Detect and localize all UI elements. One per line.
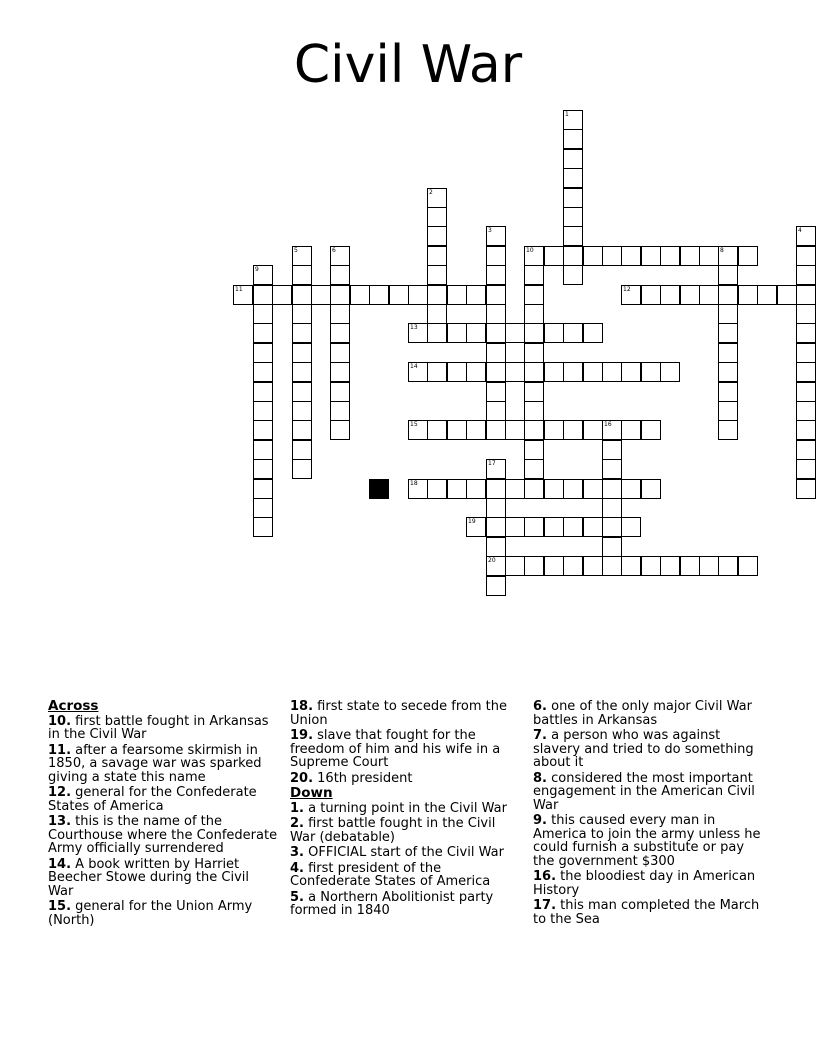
grid-cell[interactable] [796, 323, 816, 343]
grid-cell[interactable] [427, 285, 447, 305]
clue-text: the bloodiest day in American History [533, 869, 756, 898]
clue-text: first battle fought in the Civil War (debatable) [290, 816, 496, 845]
clue-item [533, 870, 763, 897]
grid-cell[interactable] [330, 285, 350, 305]
grid-cell[interactable] [621, 285, 641, 305]
clue-number-label: 20 [488, 557, 496, 564]
grid-cell[interactable] [796, 459, 816, 479]
grid-cell[interactable] [602, 246, 622, 266]
grid-cell[interactable] [718, 246, 738, 266]
grid-cell[interactable] [699, 556, 719, 576]
grid-cell[interactable] [408, 479, 428, 499]
grid-cell[interactable] [524, 304, 544, 324]
grid-cell[interactable] [583, 420, 603, 440]
clue-number: 1. [290, 800, 304, 816]
clue-number: 19. [290, 728, 314, 743]
clue-text: first president of the Confederate States of America [290, 860, 491, 889]
clue-number-label: 5 [294, 247, 298, 254]
grid-cell[interactable] [544, 517, 564, 537]
grid-cell[interactable] [427, 304, 447, 324]
clue-number-label: 9 [255, 266, 259, 273]
grid-cell[interactable] [466, 285, 486, 305]
clue-item [533, 700, 763, 727]
clue-list-col2b [290, 802, 520, 918]
clue-text: after a fearsome skirmish in 1850, a savage war was sparked giving a state this name [48, 742, 262, 785]
grid-cell[interactable] [292, 343, 312, 363]
grid-cell[interactable] [427, 246, 447, 266]
grid-cell[interactable] [563, 362, 583, 382]
grid-cell[interactable] [583, 323, 603, 343]
grid-cell[interactable] [660, 556, 680, 576]
grid-cell[interactable] [583, 362, 603, 382]
clue-number: 11. [48, 742, 72, 758]
clue-text: first state to secede from the Union [290, 699, 507, 728]
grid-cell[interactable] [796, 265, 816, 285]
clue-number: 8. [533, 770, 547, 786]
grid-cell[interactable] [408, 420, 428, 440]
grid-cell[interactable] [544, 246, 564, 266]
across-heading: Across [48, 698, 99, 714]
clue-item [290, 817, 520, 844]
grid-cell[interactable] [253, 440, 273, 460]
grid-cell[interactable] [486, 323, 506, 343]
clue-number: 7. [533, 728, 547, 743]
grid-cell[interactable] [292, 323, 312, 343]
clue-item [290, 729, 520, 770]
clue-number-label: 1 [565, 111, 569, 118]
grid-cell[interactable] [330, 304, 350, 324]
clue-number: 5. [290, 889, 304, 905]
grid-cell[interactable] [583, 556, 603, 576]
clues-column-2 [290, 700, 520, 920]
grid-cell[interactable] [796, 479, 816, 499]
grid-cell[interactable] [563, 110, 583, 130]
grid-cell[interactable] [466, 517, 486, 537]
puzzle-title: Civil War [293, 35, 523, 95]
grid-cell[interactable] [447, 479, 467, 499]
clue-number: 14. [48, 856, 72, 872]
grid-cell[interactable] [563, 246, 583, 266]
clue-item [290, 700, 520, 727]
clue-number-label: 16 [604, 421, 612, 428]
clue-item [533, 772, 763, 813]
grid-cell[interactable] [408, 323, 428, 343]
grid-cell[interactable] [660, 285, 680, 305]
clue-number-label: 14 [410, 363, 418, 370]
black-square [369, 479, 389, 499]
grid-cell[interactable] [796, 420, 816, 440]
grid-cell[interactable] [253, 362, 273, 382]
clue-number-label: 15 [410, 421, 418, 428]
clue-number-label: 2 [429, 189, 433, 196]
clue-number-label: 12 [623, 286, 631, 293]
clue-text: a Northern Abolitionist party formed in 1840 [290, 889, 494, 918]
grid-cell[interactable] [253, 459, 273, 479]
grid-cell[interactable] [292, 459, 312, 479]
grid-cell[interactable] [563, 149, 583, 169]
grid-cell[interactable] [427, 323, 447, 343]
clue-number: 20. [290, 770, 314, 786]
grid-cell[interactable] [796, 343, 816, 363]
grid-cell[interactable] [253, 323, 273, 343]
grid-cell[interactable] [292, 362, 312, 382]
grid-cell[interactable] [621, 246, 641, 266]
grid-cell[interactable] [524, 556, 544, 576]
grid-cell[interactable] [718, 343, 738, 363]
grid-cell[interactable] [796, 246, 816, 266]
grid-cell[interactable] [292, 304, 312, 324]
clue-number: 3. [290, 845, 304, 860]
grid-cell[interactable] [330, 323, 350, 343]
clue-text: one of the only major Civil War battles in Arkansas [533, 699, 752, 728]
clue-number-label: 19 [468, 518, 476, 525]
grid-cell[interactable] [680, 556, 700, 576]
grid-cell[interactable] [563, 129, 583, 149]
grid-cell[interactable] [486, 285, 506, 305]
grid-cell[interactable] [738, 556, 758, 576]
grid-cell[interactable] [524, 323, 544, 343]
clue-text: general for the Confederate States of America [48, 785, 257, 814]
clue-item [290, 862, 520, 889]
clue-number-label: 11 [235, 286, 243, 293]
grid-cell[interactable] [602, 459, 622, 479]
grid-cell[interactable] [330, 265, 350, 285]
grid-cell[interactable] [505, 556, 525, 576]
clue-number: 10. [48, 713, 72, 729]
grid-cell[interactable] [718, 323, 738, 343]
clue-number-label: 13 [410, 324, 418, 331]
grid-cell[interactable] [524, 265, 544, 285]
grid-cell[interactable] [427, 226, 447, 246]
clue-text: a person who was against slavery and tried to do something about it [533, 728, 754, 770]
grid-cell[interactable] [486, 265, 506, 285]
grid-cell[interactable] [602, 517, 622, 537]
grid-cell[interactable] [486, 246, 506, 266]
grid-cell[interactable] [641, 246, 661, 266]
clue-text: a turning point in the Civil War [303, 800, 507, 816]
grid-cell[interactable] [796, 226, 816, 246]
grid-cell[interactable] [505, 362, 525, 382]
grid-cell[interactable] [777, 285, 797, 305]
grid-cell[interactable] [621, 362, 641, 382]
grid-cell[interactable] [796, 401, 816, 421]
clue-item [290, 802, 520, 816]
grid-cell[interactable] [796, 440, 816, 460]
clues-column-3 [533, 700, 763, 928]
grid-cell[interactable] [524, 517, 544, 537]
clue-number: 6. [533, 699, 547, 714]
clue-item [48, 815, 278, 856]
grid-cell[interactable] [563, 556, 583, 576]
grid-cell[interactable] [292, 382, 312, 402]
clue-list-col3 [533, 700, 763, 926]
clue-number: 18. [290, 699, 314, 714]
grid-cell[interactable] [563, 420, 583, 440]
grid-cell[interactable] [621, 556, 641, 576]
grid-cell[interactable] [486, 420, 506, 440]
clue-number-label: 10 [526, 247, 534, 254]
grid-cell[interactable] [350, 285, 370, 305]
grid-cell[interactable] [486, 517, 506, 537]
grid-cell[interactable] [796, 285, 816, 305]
grid-cell[interactable] [796, 362, 816, 382]
grid-cell[interactable] [253, 420, 273, 440]
clue-text: A book written by Harriet Beecher Stowe during the Civil War [48, 856, 249, 899]
grid-cell[interactable] [602, 479, 622, 499]
down-heading: Down [290, 785, 333, 801]
grid-cell[interactable] [796, 304, 816, 324]
grid-cell[interactable] [524, 401, 544, 421]
grid-cell[interactable] [466, 420, 486, 440]
grid-cell[interactable] [486, 304, 506, 324]
clue-text: general for the Union Army (North) [48, 899, 253, 928]
grid-cell[interactable] [718, 265, 738, 285]
grid-cell[interactable] [505, 479, 525, 499]
grid-cell[interactable] [466, 362, 486, 382]
grid-cell[interactable] [524, 362, 544, 382]
grid-cell[interactable] [486, 537, 506, 557]
grid-cell[interactable] [466, 323, 486, 343]
grid-cell[interactable] [427, 479, 447, 499]
grid-cell[interactable] [583, 479, 603, 499]
grid-cell[interactable] [447, 285, 467, 305]
grid-cell[interactable] [330, 420, 350, 440]
grid-cell[interactable] [621, 517, 641, 537]
grid-cell[interactable] [641, 362, 661, 382]
clue-item [290, 772, 520, 786]
grid-cell[interactable] [253, 343, 273, 363]
grid-cell[interactable] [292, 246, 312, 266]
grid-cell[interactable] [486, 382, 506, 402]
grid-cell[interactable] [253, 479, 273, 499]
grid-cell[interactable] [486, 479, 506, 499]
grid-cell[interactable] [447, 323, 467, 343]
grid-cell[interactable] [660, 362, 680, 382]
grid-cell[interactable] [486, 362, 506, 382]
clue-item [290, 891, 520, 918]
grid-cell[interactable] [272, 285, 292, 305]
clue-list-col1 [48, 715, 278, 928]
grid-cell[interactable] [524, 440, 544, 460]
grid-cell[interactable] [486, 459, 506, 479]
grid-cell[interactable] [253, 517, 273, 537]
grid-cell[interactable] [660, 246, 680, 266]
grid-cell[interactable] [253, 265, 273, 285]
grid-cell[interactable] [699, 246, 719, 266]
grid-cell[interactable] [292, 420, 312, 440]
grid-cell[interactable] [330, 343, 350, 363]
clue-number: 9. [533, 813, 547, 828]
grid-cell[interactable] [505, 323, 525, 343]
clue-item [290, 846, 520, 860]
grid-cell[interactable] [718, 420, 738, 440]
clue-text: this caused every man in America to join the army unless he could furnish a substitute or pay the government $300 [533, 813, 761, 869]
grid-cell[interactable] [699, 285, 719, 305]
grid-cell[interactable] [292, 401, 312, 421]
grid-cell[interactable] [447, 420, 467, 440]
grid-cell[interactable] [583, 246, 603, 266]
grid-cell[interactable] [563, 265, 583, 285]
grid-cell[interactable] [718, 401, 738, 421]
grid-cell[interactable] [563, 188, 583, 208]
grid-cell[interactable] [292, 265, 312, 285]
grid-cell[interactable] [524, 420, 544, 440]
clue-number-label: 8 [720, 247, 724, 254]
clue-number: 4. [290, 860, 304, 876]
grid-cell[interactable] [486, 401, 506, 421]
grid-cell[interactable] [718, 382, 738, 402]
grid-cell[interactable] [621, 479, 641, 499]
grid-cell[interactable] [330, 401, 350, 421]
grid-cell[interactable] [427, 420, 447, 440]
grid-cell[interactable] [486, 556, 506, 576]
clue-item [533, 899, 763, 926]
grid-cell[interactable] [524, 246, 544, 266]
clue-item [533, 814, 763, 868]
clue-number: 13. [48, 814, 72, 829]
grid-cell[interactable] [718, 556, 738, 576]
clue-text: this is the name of the Courthouse where the Confederate Army officially surrendered [48, 814, 278, 856]
grid-cell[interactable] [427, 265, 447, 285]
grid-cell[interactable] [641, 479, 661, 499]
grid-cell[interactable] [718, 362, 738, 382]
grid-cell[interactable] [505, 420, 525, 440]
grid-cell[interactable] [544, 479, 564, 499]
grid-cell[interactable] [680, 285, 700, 305]
grid-cell[interactable] [253, 304, 273, 324]
clue-number-label: 17 [488, 460, 496, 467]
grid-cell[interactable] [524, 459, 544, 479]
grid-cell[interactable] [544, 362, 564, 382]
clue-number-label: 4 [798, 227, 802, 234]
grid-cell[interactable] [486, 226, 506, 246]
clue-text: 16th president [313, 770, 413, 786]
clue-number: 15. [48, 899, 72, 914]
grid-cell[interactable] [408, 285, 428, 305]
grid-cell[interactable] [253, 498, 273, 518]
grid-cell[interactable] [233, 285, 253, 305]
grid-cell[interactable] [408, 362, 428, 382]
grid-cell[interactable] [641, 285, 661, 305]
grid-cell[interactable] [583, 517, 603, 537]
grid-cell[interactable] [389, 285, 409, 305]
grid-cell[interactable] [330, 362, 350, 382]
grid-cell[interactable] [563, 517, 583, 537]
clue-number: 2. [290, 816, 304, 831]
clue-number-label: 18 [410, 480, 418, 487]
clue-number-label: 3 [488, 227, 492, 234]
clue-item [48, 744, 278, 785]
clue-text: first battle fought in Arkansas in the Civil War [48, 713, 269, 742]
grid-cell[interactable] [602, 362, 622, 382]
grid-cell[interactable] [447, 362, 467, 382]
grid-cell[interactable] [544, 556, 564, 576]
grid-cell[interactable] [486, 498, 506, 518]
grid-cell[interactable] [292, 440, 312, 460]
grid-cell[interactable] [253, 285, 273, 305]
grid-cell[interactable] [544, 420, 564, 440]
grid-cell[interactable] [292, 285, 312, 305]
grid-cell[interactable] [718, 304, 738, 324]
grid-cell[interactable] [524, 343, 544, 363]
grid-cell[interactable] [738, 246, 758, 266]
grid-cell[interactable] [427, 188, 447, 208]
clue-number-label: 6 [332, 247, 336, 254]
grid-cell[interactable] [602, 498, 622, 518]
grid-cell[interactable] [563, 479, 583, 499]
grid-cell[interactable] [621, 420, 641, 440]
grid-cell[interactable] [602, 556, 622, 576]
grid-cell[interactable] [641, 420, 661, 440]
grid-cell[interactable] [486, 343, 506, 363]
grid-cell[interactable] [466, 479, 486, 499]
clue-text: this man completed the March to the Sea [533, 898, 760, 927]
grid-cell[interactable] [602, 537, 622, 557]
clue-list-col2a [290, 700, 520, 785]
grid-cell[interactable] [602, 420, 622, 440]
clue-item [533, 729, 763, 770]
clues-column-1 [48, 700, 278, 929]
grid-cell[interactable] [524, 479, 544, 499]
grid-cell[interactable] [602, 440, 622, 460]
grid-cell[interactable] [524, 382, 544, 402]
clue-number: 12. [48, 785, 72, 800]
grid-cell[interactable] [796, 382, 816, 402]
grid-cell[interactable] [524, 285, 544, 305]
grid-cell[interactable] [563, 323, 583, 343]
clue-item [48, 715, 278, 742]
grid-cell[interactable] [563, 168, 583, 188]
grid-cell[interactable] [641, 556, 661, 576]
grid-cell[interactable] [680, 246, 700, 266]
grid-cell[interactable] [544, 323, 564, 343]
grid-cell[interactable] [330, 246, 350, 266]
clue-number: 17. [533, 898, 557, 913]
clue-item [48, 900, 278, 927]
clue-item [48, 786, 278, 813]
clue-text: OFFICIAL start of the Civil War [303, 845, 504, 860]
grid-cell[interactable] [427, 207, 447, 227]
grid-cell[interactable] [253, 382, 273, 402]
clue-item [48, 858, 278, 899]
grid-cell[interactable] [738, 285, 758, 305]
grid-cell[interactable] [330, 382, 350, 402]
grid-cell[interactable] [369, 285, 389, 305]
grid-cell[interactable] [718, 285, 738, 305]
grid-cell[interactable] [486, 576, 506, 596]
clue-number: 16. [533, 869, 557, 884]
clue-text: considered the most important engagement in the American Civil War [533, 770, 755, 813]
grid-cell[interactable] [563, 226, 583, 246]
grid-cell[interactable] [311, 285, 331, 305]
grid-cell[interactable] [253, 401, 273, 421]
grid-cell[interactable] [757, 285, 777, 305]
grid-cell[interactable] [505, 517, 525, 537]
clue-text: slave that fought for the freedom of him and his wife in a Supreme Court [290, 728, 501, 770]
grid-cell[interactable] [427, 362, 447, 382]
grid-cell[interactable] [563, 207, 583, 227]
